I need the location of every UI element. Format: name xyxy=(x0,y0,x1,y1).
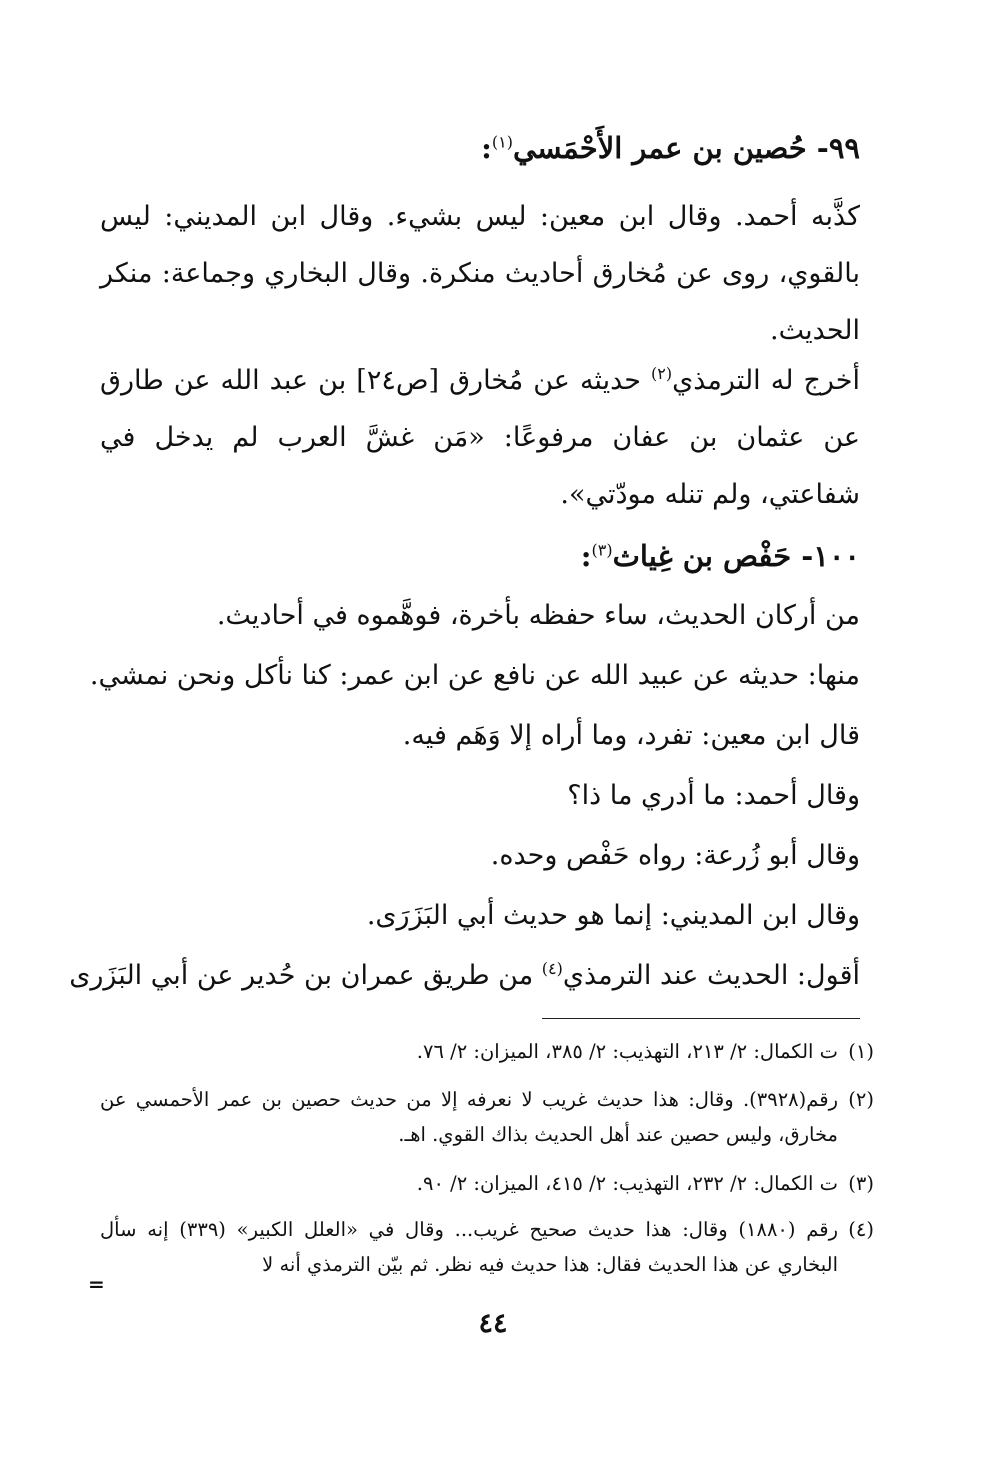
footnote-separator xyxy=(542,1018,860,1019)
entry-heading-text: ٩٩- حُصين بن عمر الأَحْمَسي xyxy=(512,131,860,165)
footnote-text: رقم (١٨٨٠) وقال: هذا حديث صحيح غريب... وقال في «العلل الكبير» (٣٣٩) إنه سأل البخاري عن هذا الحديث فقال: هذا حديث فيه نظر. ثم بيّن الترمذي أنه لا xyxy=(100,1218,838,1276)
footnote-1 xyxy=(100,1034,874,1069)
footnote-number: (٤) xyxy=(848,1218,874,1241)
footnote-4 xyxy=(100,1212,874,1282)
footnote-number: (٢) xyxy=(848,1088,874,1111)
footnote-ref: (٤) xyxy=(541,959,563,978)
last-line-end: من طريق عمران بن حُدير عن أبي البَزَرى xyxy=(69,960,542,991)
entry-100-line: من أركان الحديث، ساء حفظه بأخرة، فوهَّموه في أحاديث. xyxy=(216,600,860,631)
footnote-text: ت الكمال: ٢/ ٢١٣، التهذيب: ٢/ ٣٨٥، الميزان: ٢/ ٧٦. xyxy=(416,1040,838,1063)
entry-100-line: قال ابن معين: تفرد، وما أراه إلا وَهَم فيه. xyxy=(402,720,860,751)
footnote-number: (١) xyxy=(848,1040,874,1063)
entry-100-line: وقال ابن المديني: إنما هو حديث أبي البَزَرَى. xyxy=(366,900,860,931)
takhrij-text-start: أخرج له الترمذي xyxy=(672,365,861,396)
entry-heading-100 xyxy=(100,536,860,576)
entry-heading-99 xyxy=(100,128,860,168)
entry-100-last-line xyxy=(69,956,860,996)
continuation-mark: = xyxy=(88,1272,105,1296)
takhrij-text-end: حديثه عن مُخارق [ص٢٤] بن عبد الله عن طارق عن عثمان بن عفان مرفوعًا: «مَن غشَّ العرب لم يدخل في شفاعتي، ولم تنله مودّتي». xyxy=(100,365,860,510)
page-number: ٤٤ xyxy=(478,1308,508,1339)
entry-99-paragraph: كذَّبه أحمد. وقال ابن معين: ليس بشيء. وقال ابن المديني: ليس بالقوي، روى عن مُخارق أحاديث منكرة. وقال البخاري وجماعة: منكر الحديث. xyxy=(100,201,860,346)
footnote-ref: (١) xyxy=(491,132,513,152)
entry-100-line: وقال أحمد: ما أدري ما ذا؟ xyxy=(567,780,860,811)
footnote-3 xyxy=(100,1166,874,1201)
entry-100-line: وقال أبو زُرعة: رواه حَفْص وحده. xyxy=(490,840,860,871)
entry-100-line: منها: حديثه عن عبيد الله عن نافع عن ابن عمر: كنا نأكل ونحن نمشي. xyxy=(89,660,860,691)
footnote-text: ت الكمال: ٢/ ٢٣٢، التهذيب: ٢/ ٤١٥، الميزان: ٢/ ٩٠. xyxy=(416,1172,838,1195)
footnote-text: رقم(٣٩٢٨). وقال: هذا حديث غريب لا نعرفه إلا من حديث حصين بن عمر الأحمسي عن مخارق، وليس حصين عند أهل الحديث بذاك القوي. اهـ. xyxy=(100,1088,838,1146)
entry-heading-text: ١٠٠- حَفْص بن غِياث xyxy=(612,539,860,573)
heading-colon: : xyxy=(481,131,492,165)
footnote-number: (٣) xyxy=(848,1172,874,1195)
entry-99-takhrij-paragraph xyxy=(100,352,860,523)
last-line-start: أقول: الحديث عند الترمذي xyxy=(562,960,860,991)
footnote-2 xyxy=(100,1082,874,1152)
footnote-ref: (٣) xyxy=(591,540,613,560)
footnote-ref: (٢) xyxy=(651,364,673,383)
heading-colon: : xyxy=(580,539,592,573)
